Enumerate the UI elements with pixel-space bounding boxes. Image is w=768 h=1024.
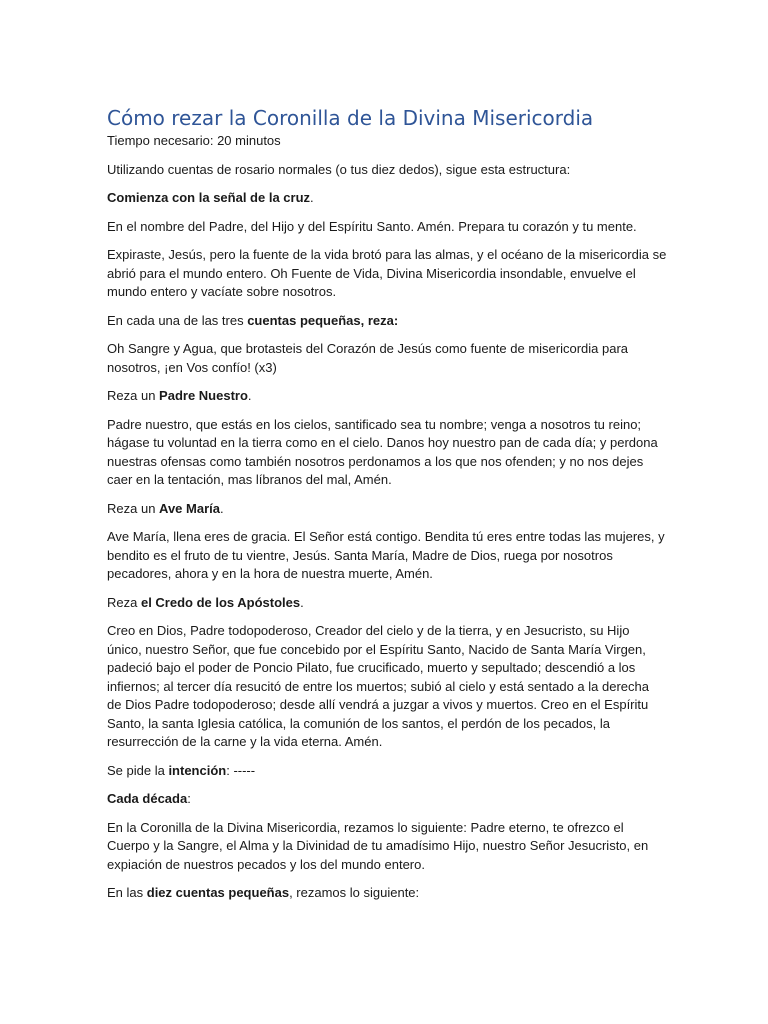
step-each-decade: Cada década: <box>107 791 191 806</box>
step-our-father: Reza un Padre Nuestro. <box>107 388 252 403</box>
creed-prayer: Creo en Dios, Padre todopoderoso, Creador del cielo y de la tierra, y en Jesucristo, su Hijo único, nuestro Señor, que fue concebido por el Espíritu Santo, Nacido de Santa María Virgen, padeció bajo el poder de Poncio Pilato, fue crucificado, muerto y sepultado; descendió a los infiernos; al tercer día resucitó de entre los muertos; subió al cielo y está sentado a la derecha de Dios Padre todopoderoso; desde allí vendrá a juzgar a vivos y muertos. Creo en el Espíritu Santo, la santa Iglesia católica, la comunión de los santos, el perdón de los pecados, la resurrección de la carne y la vida eterna. Amén. <box>107 623 649 749</box>
step-ten-beads: En las diez cuentas pequeñas, rezamos lo siguiente: <box>107 885 420 900</box>
step-heading: diez cuentas pequeñas <box>146 885 290 900</box>
step-heading: el Credo de los Apóstoles <box>140 594 301 610</box>
time-needed: Tiempo necesario: 20 minutos <box>107 133 281 148</box>
step-heading: Comienza con la señal de la cruz <box>107 190 311 205</box>
step-heading: cuentas pequeñas, reza: <box>247 312 399 328</box>
sign-of-cross-text: En el nombre del Padre, del Hijo y del Espíritu Santo. Amén. Prepara tu corazón y tu mente. <box>107 218 637 234</box>
decade-prayer: En la Coronilla de la Divina Misericordia, rezamos lo siguiente: Padre eterno, te ofrezco el Cuerpo y la Sangre, el Alma y la Divinidad de tu amadísimo Hijo, nuestro Señor Jesucristo, en expiación de nuestros pecados y los del mundo entero. <box>107 819 649 872</box>
step-heading: intención <box>168 762 227 778</box>
intro-paragraph: Utilizando cuentas de rosario normales (o tus diez dedos), sigue esta estructura: <box>107 161 571 177</box>
step-small-beads: En cada una de las tres cuentas pequeñas, reza: <box>107 312 399 328</box>
opening-prayer: Expiraste, Jesús, pero la fuente de la vida brotó para las almas, y el océano de la misericordia se abrió para el mundo entero. Oh Fuente de Vida, Divina Misericordia insondable, envuelve el mundo entero y vacíate sobre nosotros. <box>107 247 667 299</box>
hail-mary-prayer: Ave María, llena eres de gracia. El Señor está contigo. Bendita tú eres entre todas las mujeres, y bendito es el fruto de tu vientre, Jesús. Santa María, Madre de Dios, ruega por nosotros pecadores, ahora y en la hora de nuestra muerte, Amén. <box>107 529 665 581</box>
step-heading: Cada década <box>107 791 188 806</box>
step-heading: Ave María <box>159 500 220 516</box>
blood-water-prayer: Oh Sangre y Agua, que brotasteis del Corazón de Jesús como fuente de misericordia para nosotros, ¡en Vos confío! (x3) <box>107 341 629 375</box>
step-creed: Reza el Credo de los Apóstoles. <box>107 594 304 610</box>
step-heading: Padre Nuestro <box>159 388 248 403</box>
step-sign-of-cross: Comienza con la señal de la cruz. <box>107 190 314 205</box>
our-father-prayer: Padre nuestro, que estás en los cielos, santificado sea tu nombre; venga a nosotros tu reino; hágase tu voluntad en la tierra como en el cielo. Danos hoy nuestro pan de cada día; y perdona nuestras ofensas como también nosotros perdonamos a los que nos ofenden; y no nos dejes caer en la tentación, mas líbranos del mal, Amén. <box>107 416 658 487</box>
step-intention: Se pide la intención: ----- <box>107 762 256 778</box>
page-title: Cómo rezar la Coronilla de la Divina Misericordia <box>107 106 594 130</box>
document-page <box>107 104 667 913</box>
step-hail-mary: Reza un Ave María. <box>107 500 224 516</box>
